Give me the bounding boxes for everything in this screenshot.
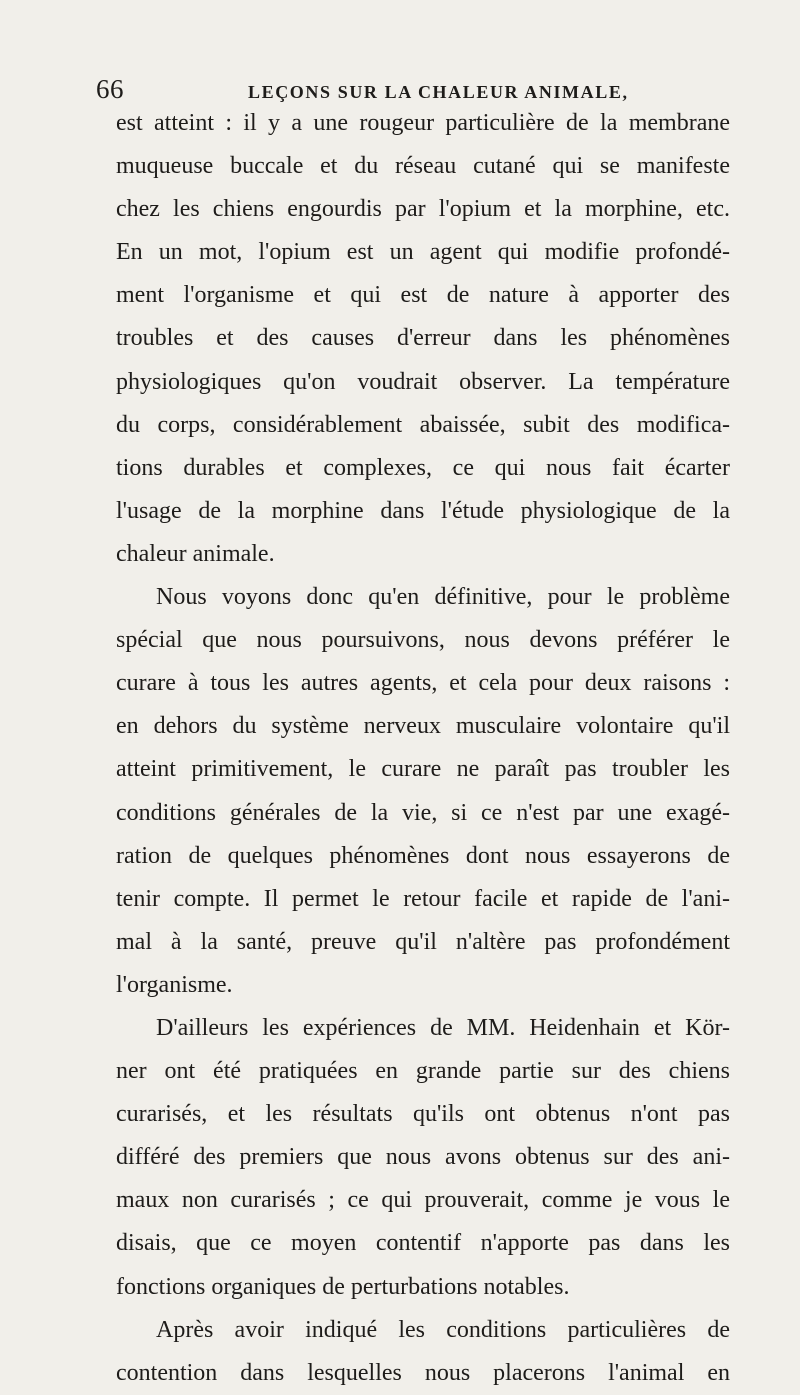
body-text bbox=[116, 102, 730, 1395]
text-line: tions durables et complexes, ce qui nous fait écarter bbox=[116, 454, 730, 481]
paragraph bbox=[116, 102, 730, 576]
text-line: spécial que nous poursuivons, nous devons préférer le bbox=[116, 627, 730, 654]
text-line: contention dans lesquelles nous placerons l'animal en bbox=[116, 1359, 730, 1386]
text-line: ment l'organisme et qui est de nature à apporter des bbox=[116, 282, 730, 309]
text-line: troubles et des causes d'erreur dans les phénomènes bbox=[116, 325, 730, 352]
text-line: curarisés, et les résultats qu'ils ont obtenus n'ont pas bbox=[116, 1101, 730, 1128]
text-line: muqueuse buccale et du réseau cutané qui se manifeste bbox=[116, 153, 730, 180]
text-line: physiologiques qu'on voudrait observer. La température bbox=[116, 368, 730, 395]
text-line: Après avoir indiqué les conditions particulières de bbox=[156, 1316, 730, 1343]
text-line: en dehors du système nerveux musculaire volontaire qu'il bbox=[116, 713, 730, 740]
text-line: disais, que ce moyen contentif n'apporte pas dans les bbox=[116, 1230, 730, 1257]
text-line: du corps, considérablement abaissée, subit des modifica- bbox=[116, 411, 730, 438]
text-line: chez les chiens engourdis par l'opium et la morphine, etc. bbox=[116, 196, 730, 223]
text-line: Nous voyons donc qu'en définitive, pour le problème bbox=[156, 584, 730, 611]
text-line: est atteint : il y a une rougeur particulière de la membrane bbox=[116, 110, 730, 136]
text-line: tenir compte. Il permet le retour facile et rapide de l'ani- bbox=[116, 885, 730, 912]
paragraph bbox=[116, 1007, 730, 1309]
text-line: mal à la santé, preuve qu'il n'altère pas profondément bbox=[116, 928, 730, 955]
text-line: fonctions organiques de perturbations notables. bbox=[116, 1273, 570, 1300]
paragraph bbox=[116, 576, 730, 1007]
text-line: chaleur animale. bbox=[116, 540, 275, 567]
text-line: l'usage de la morphine dans l'étude physiologique de la bbox=[116, 497, 730, 524]
text-line: maux non curarisés ; ce qui prouverait, comme je vous le bbox=[116, 1187, 730, 1214]
text-line: conditions générales de la vie, si ce n'est par une exagé- bbox=[116, 799, 730, 826]
text-line: D'ailleurs les expériences de MM. Heidenhain et Kör- bbox=[156, 1014, 730, 1041]
text-line: curare à tous les autres agents, et cela pour deux raisons : bbox=[116, 670, 730, 697]
paragraph bbox=[116, 1309, 730, 1395]
text-line: ration de quelques phénomènes dont nous essayerons de bbox=[116, 842, 730, 869]
text-line: différé des premiers que nous avons obtenus sur des ani- bbox=[116, 1144, 730, 1171]
text-line: l'organisme. bbox=[116, 971, 233, 998]
running-title: LEÇONS SUR LA CHALEUR ANIMALE, bbox=[248, 82, 629, 102]
text-line: En un mot, l'opium est un agent qui modifie profondé- bbox=[116, 239, 730, 266]
text-line: ner ont été pratiquées en grande partie sur des chiens bbox=[116, 1058, 730, 1085]
page-number: 66 bbox=[96, 74, 124, 104]
text-line: atteint primitivement, le curare ne paraît pas troubler les bbox=[116, 756, 730, 783]
